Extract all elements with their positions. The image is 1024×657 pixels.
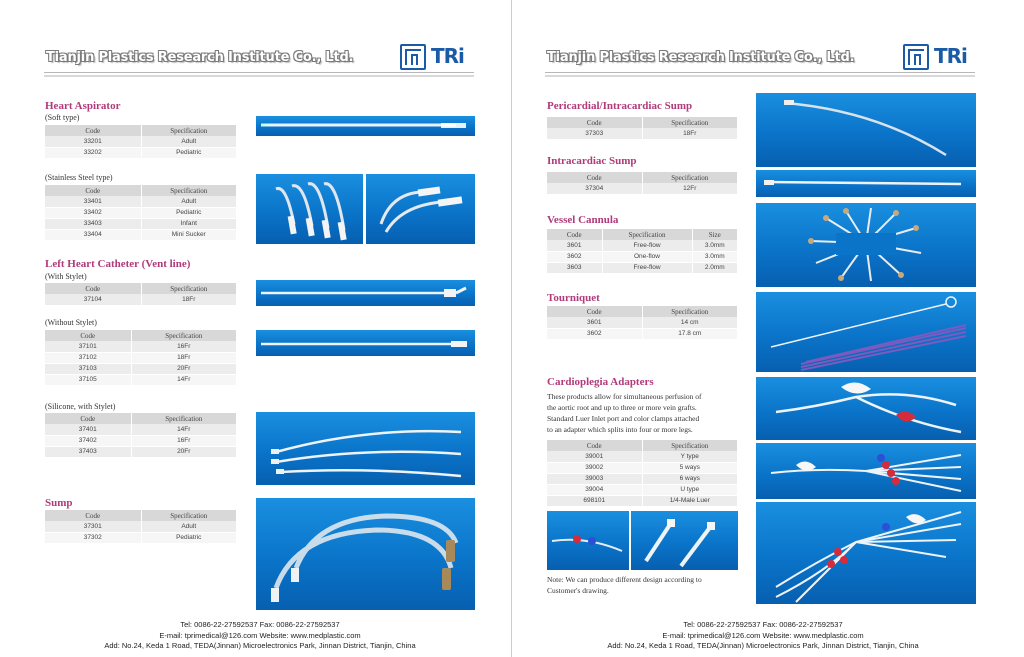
logo-text: TRi — [431, 44, 464, 68]
cardioplegia-5way-photo — [756, 443, 976, 499]
cell-spec: Pediatric — [141, 532, 237, 543]
table-row — [45, 207, 237, 218]
steel-aspirators-photo — [256, 174, 363, 244]
cell-code: 33404 — [45, 229, 141, 240]
col-header-code: Code — [547, 440, 642, 451]
col-header-code: Code — [547, 172, 642, 183]
cell-code: 3603 — [547, 262, 602, 273]
soft-type-subtitle: (Soft type) — [45, 113, 80, 122]
cell-spec: Adult — [141, 136, 237, 147]
cell-code: 37401 — [45, 424, 131, 435]
cell-spec: 12Fr — [642, 183, 738, 194]
left-heart-catheter-title: Left Heart Catheter (Vent line) — [45, 258, 191, 270]
col-header-spec: Specification — [642, 440, 738, 451]
col-header-spec: Specification — [602, 229, 692, 240]
intracardiac-sump-table — [547, 172, 738, 195]
table-row — [45, 229, 237, 240]
col-header-code: Code — [45, 413, 131, 424]
table-row — [547, 240, 738, 251]
cell-spec: 18Fr — [131, 352, 237, 363]
cell-code: 39003 — [547, 473, 642, 484]
table-row — [45, 424, 237, 435]
cell-code: 3601 — [547, 317, 642, 328]
cell-code: 37105 — [45, 374, 131, 385]
cell-size: 3.0mm — [692, 240, 738, 251]
footer-address: Add: No.24, Keda 1 Road, TEDA(Jinnan) Microelectronics Park, Jinnan District, Tianjin, China — [104, 641, 416, 650]
header-rule — [44, 72, 474, 73]
col-header-code: Code — [547, 117, 642, 128]
header-rule-shadow — [44, 75, 474, 77]
desc-line: These products allow for simultaneous perfusion of — [547, 392, 702, 401]
col-header-code: Code — [45, 185, 141, 196]
col-header-code: Code — [45, 510, 141, 521]
cell-spec: 16Fr — [131, 435, 237, 446]
col-header-code: Code — [45, 283, 141, 294]
desc-line: to an adapter which splits into four or more legs. — [547, 425, 693, 434]
col-header-spec: Specification — [642, 306, 738, 317]
footer-email: E-mail: tprimedical@126.com Website: www.medplastic.com — [159, 630, 361, 640]
sump-table — [45, 510, 237, 544]
cell-code: 37301 — [45, 521, 141, 532]
col-header-spec: Specification — [642, 117, 738, 128]
cell-spec: 14Fr — [131, 424, 237, 435]
col-header-spec: Specification — [141, 185, 237, 196]
cell-code: 37403 — [45, 446, 131, 457]
table-row — [45, 363, 237, 374]
table-row — [45, 352, 237, 363]
logo-icon — [903, 44, 929, 70]
cell-spec: Pediatric — [141, 147, 237, 158]
cell-spec: 16Fr — [131, 341, 237, 352]
cell-code: 37104 — [45, 294, 141, 305]
col-header-spec: Specification — [131, 413, 237, 424]
table-row — [45, 374, 237, 385]
steel-type-subtitle: (Stainless Steel type) — [45, 173, 113, 182]
table-row — [45, 136, 237, 147]
heart-aspirator-steel-table — [45, 185, 237, 241]
lhc-without-stylet-table — [45, 330, 237, 386]
table-row — [547, 262, 738, 273]
cardioplegia-small-photo-2 — [631, 511, 738, 570]
cell-spec: 14Fr — [131, 374, 237, 385]
logo-icon — [400, 44, 426, 70]
table-row — [45, 341, 237, 352]
cell-spec: 6 ways — [642, 473, 738, 484]
col-header-code: Code — [547, 229, 602, 240]
header-rule — [545, 72, 975, 73]
tri-logo — [903, 44, 973, 70]
left-footer — [60, 620, 460, 652]
cell-code: 37302 — [45, 532, 141, 543]
cell-spec: Adult — [141, 196, 237, 207]
with-stylet-subtitle: (With Stylet) — [45, 272, 87, 281]
cell-code: 3602 — [547, 251, 602, 262]
cell-spec: Infant — [141, 218, 237, 229]
tourniquet-title: Tourniquet — [547, 292, 600, 304]
table-row — [45, 446, 237, 457]
pericardial-sump-title: Pericardial/Intracardiac Sump — [547, 100, 693, 112]
table-row — [547, 251, 738, 262]
table-row — [45, 294, 237, 305]
cardioplegia-6way-photo — [756, 502, 976, 604]
vessel-cannula-photo — [756, 203, 976, 287]
note-line: Note: We can produce different design according to — [547, 575, 702, 584]
cell-spec: 1/4-Male Luer — [642, 495, 738, 506]
cell-code: 3601 — [547, 240, 602, 251]
table-row — [45, 532, 237, 543]
pericardial-sump-table — [547, 117, 738, 140]
soft-aspirator-photo — [256, 116, 475, 136]
col-header-spec: Specification — [642, 172, 738, 183]
heart-aspirator-title: Heart Aspirator — [45, 100, 121, 112]
tourniquet-photo — [756, 292, 976, 372]
cell-spec: Pediatric — [141, 207, 237, 218]
desc-line: Standard Luer Inlet port and color clamps attached — [547, 414, 700, 423]
right-page — [513, 0, 1024, 657]
table-row — [547, 473, 738, 484]
without-stylet-subtitle: (Without Stylet) — [45, 318, 97, 327]
logo-text: TRi — [934, 44, 967, 68]
cell-code: 37303 — [547, 128, 642, 139]
col-header-code: Code — [45, 330, 131, 341]
cell-size: 3.0mm — [692, 251, 738, 262]
steel-aspirator-closeup-photo — [366, 174, 475, 244]
table-row — [547, 317, 738, 328]
cell-spec: 20Fr — [131, 363, 237, 374]
cell-spec: 14 cm — [642, 317, 738, 328]
tri-logo — [400, 44, 470, 70]
right-footer — [563, 620, 963, 652]
cell-code: 37402 — [45, 435, 131, 446]
table-row — [547, 128, 738, 139]
cell-code: 33401 — [45, 196, 141, 207]
cell-code: 37304 — [547, 183, 642, 194]
col-header-spec: Specification — [131, 330, 237, 341]
cell-spec: One-flow — [602, 251, 692, 262]
cardioplegia-y-type-photo — [756, 377, 976, 440]
lhc-silicone-table — [45, 413, 237, 458]
table-row — [547, 495, 738, 506]
company-header: Tianjin Plastics Research Institute Co., Ltd. — [46, 50, 354, 65]
table-row — [45, 218, 237, 229]
table-row — [547, 183, 738, 194]
cardioplegia-small-photo-1 — [547, 511, 629, 570]
cell-spec: Y type — [642, 451, 738, 462]
cell-code: 39002 — [547, 462, 642, 473]
cell-code: 33402 — [45, 207, 141, 218]
cardioplegia-title: Cardioplegia Adapters — [547, 376, 654, 388]
table-row — [45, 435, 237, 446]
footer-tel: Tel: 0086-22-27592537 Fax: 0086-22-27592537 — [180, 620, 340, 629]
col-header-size: Size — [692, 229, 738, 240]
cardioplegia-description — [547, 391, 747, 435]
cell-code: 37102 — [45, 352, 131, 363]
cell-spec: 20Fr — [131, 446, 237, 457]
sump-photo — [256, 498, 475, 610]
cardioplegia-table — [547, 440, 738, 507]
cell-spec: 5 ways — [642, 462, 738, 473]
cell-code: 33201 — [45, 136, 141, 147]
cell-code: 39004 — [547, 484, 642, 495]
col-header-spec: Specification — [141, 283, 237, 294]
header-rule-shadow — [545, 75, 975, 77]
table-row — [45, 196, 237, 207]
cell-code: 37103 — [45, 363, 131, 374]
cell-spec: 18Fr — [642, 128, 738, 139]
cell-code: 33202 — [45, 147, 141, 158]
table-row — [547, 484, 738, 495]
lhc-silicone-photo — [256, 412, 475, 485]
col-header-code: Code — [547, 306, 642, 317]
table-row — [547, 451, 738, 462]
cell-code: 37101 — [45, 341, 131, 352]
heart-aspirator-soft-table — [45, 125, 237, 159]
lhc-with-stylet-table — [45, 283, 237, 306]
cell-spec: Mini Sucker — [141, 229, 237, 240]
cell-size: 2.0mm — [692, 262, 738, 273]
vessel-cannula-title: Vessel Cannula — [547, 214, 619, 226]
table-row — [547, 328, 738, 339]
cell-code: 33403 — [45, 218, 141, 229]
silicone-stylet-subtitle: (Silicone, with Stylet) — [45, 402, 116, 411]
footer-email: E-mail: tprimedical@126.com Website: www.medplastic.com — [662, 630, 864, 640]
sump-title: Sump — [45, 497, 73, 509]
intracardiac-sump-title: Intracardiac Sump — [547, 155, 637, 167]
footer-address: Add: No.24, Keda 1 Road, TEDA(Jinnan) Microelectronics Park, Jinnan District, Tianjin, China — [607, 641, 919, 650]
table-row — [45, 147, 237, 158]
lhc-with-stylet-photo — [256, 280, 475, 306]
col-header-code: Code — [45, 125, 141, 136]
vessel-cannula-table — [547, 229, 738, 274]
desc-line: the aortic root and up to three or more vein grafts. — [547, 403, 697, 412]
table-row — [547, 462, 738, 473]
col-header-spec: Specification — [141, 125, 237, 136]
cell-code: 3602 — [547, 328, 642, 339]
cell-code: 698101 — [547, 495, 642, 506]
table-row — [45, 521, 237, 532]
cell-spec: 17.8 cm — [642, 328, 738, 339]
intracardiac-sump-photo — [756, 170, 976, 197]
pericardial-sump-photo — [756, 93, 976, 167]
cell-spec: Free-flow — [602, 262, 692, 273]
lhc-without-stylet-photo — [256, 330, 475, 356]
company-header: Tianjin Plastics Research Institute Co., Ltd. — [547, 50, 855, 65]
cell-spec: 18Fr — [141, 294, 237, 305]
cell-spec: Adult — [141, 521, 237, 532]
cell-spec: Free-flow — [602, 240, 692, 251]
footer-tel: Tel: 0086-22-27592537 Fax: 0086-22-27592537 — [683, 620, 843, 629]
col-header-spec: Specification — [141, 510, 237, 521]
customization-note — [547, 574, 747, 596]
cell-code: 39001 — [547, 451, 642, 462]
cell-spec: U type — [642, 484, 738, 495]
note-line: Customer's drawing. — [547, 586, 609, 595]
tourniquet-table — [547, 306, 738, 340]
